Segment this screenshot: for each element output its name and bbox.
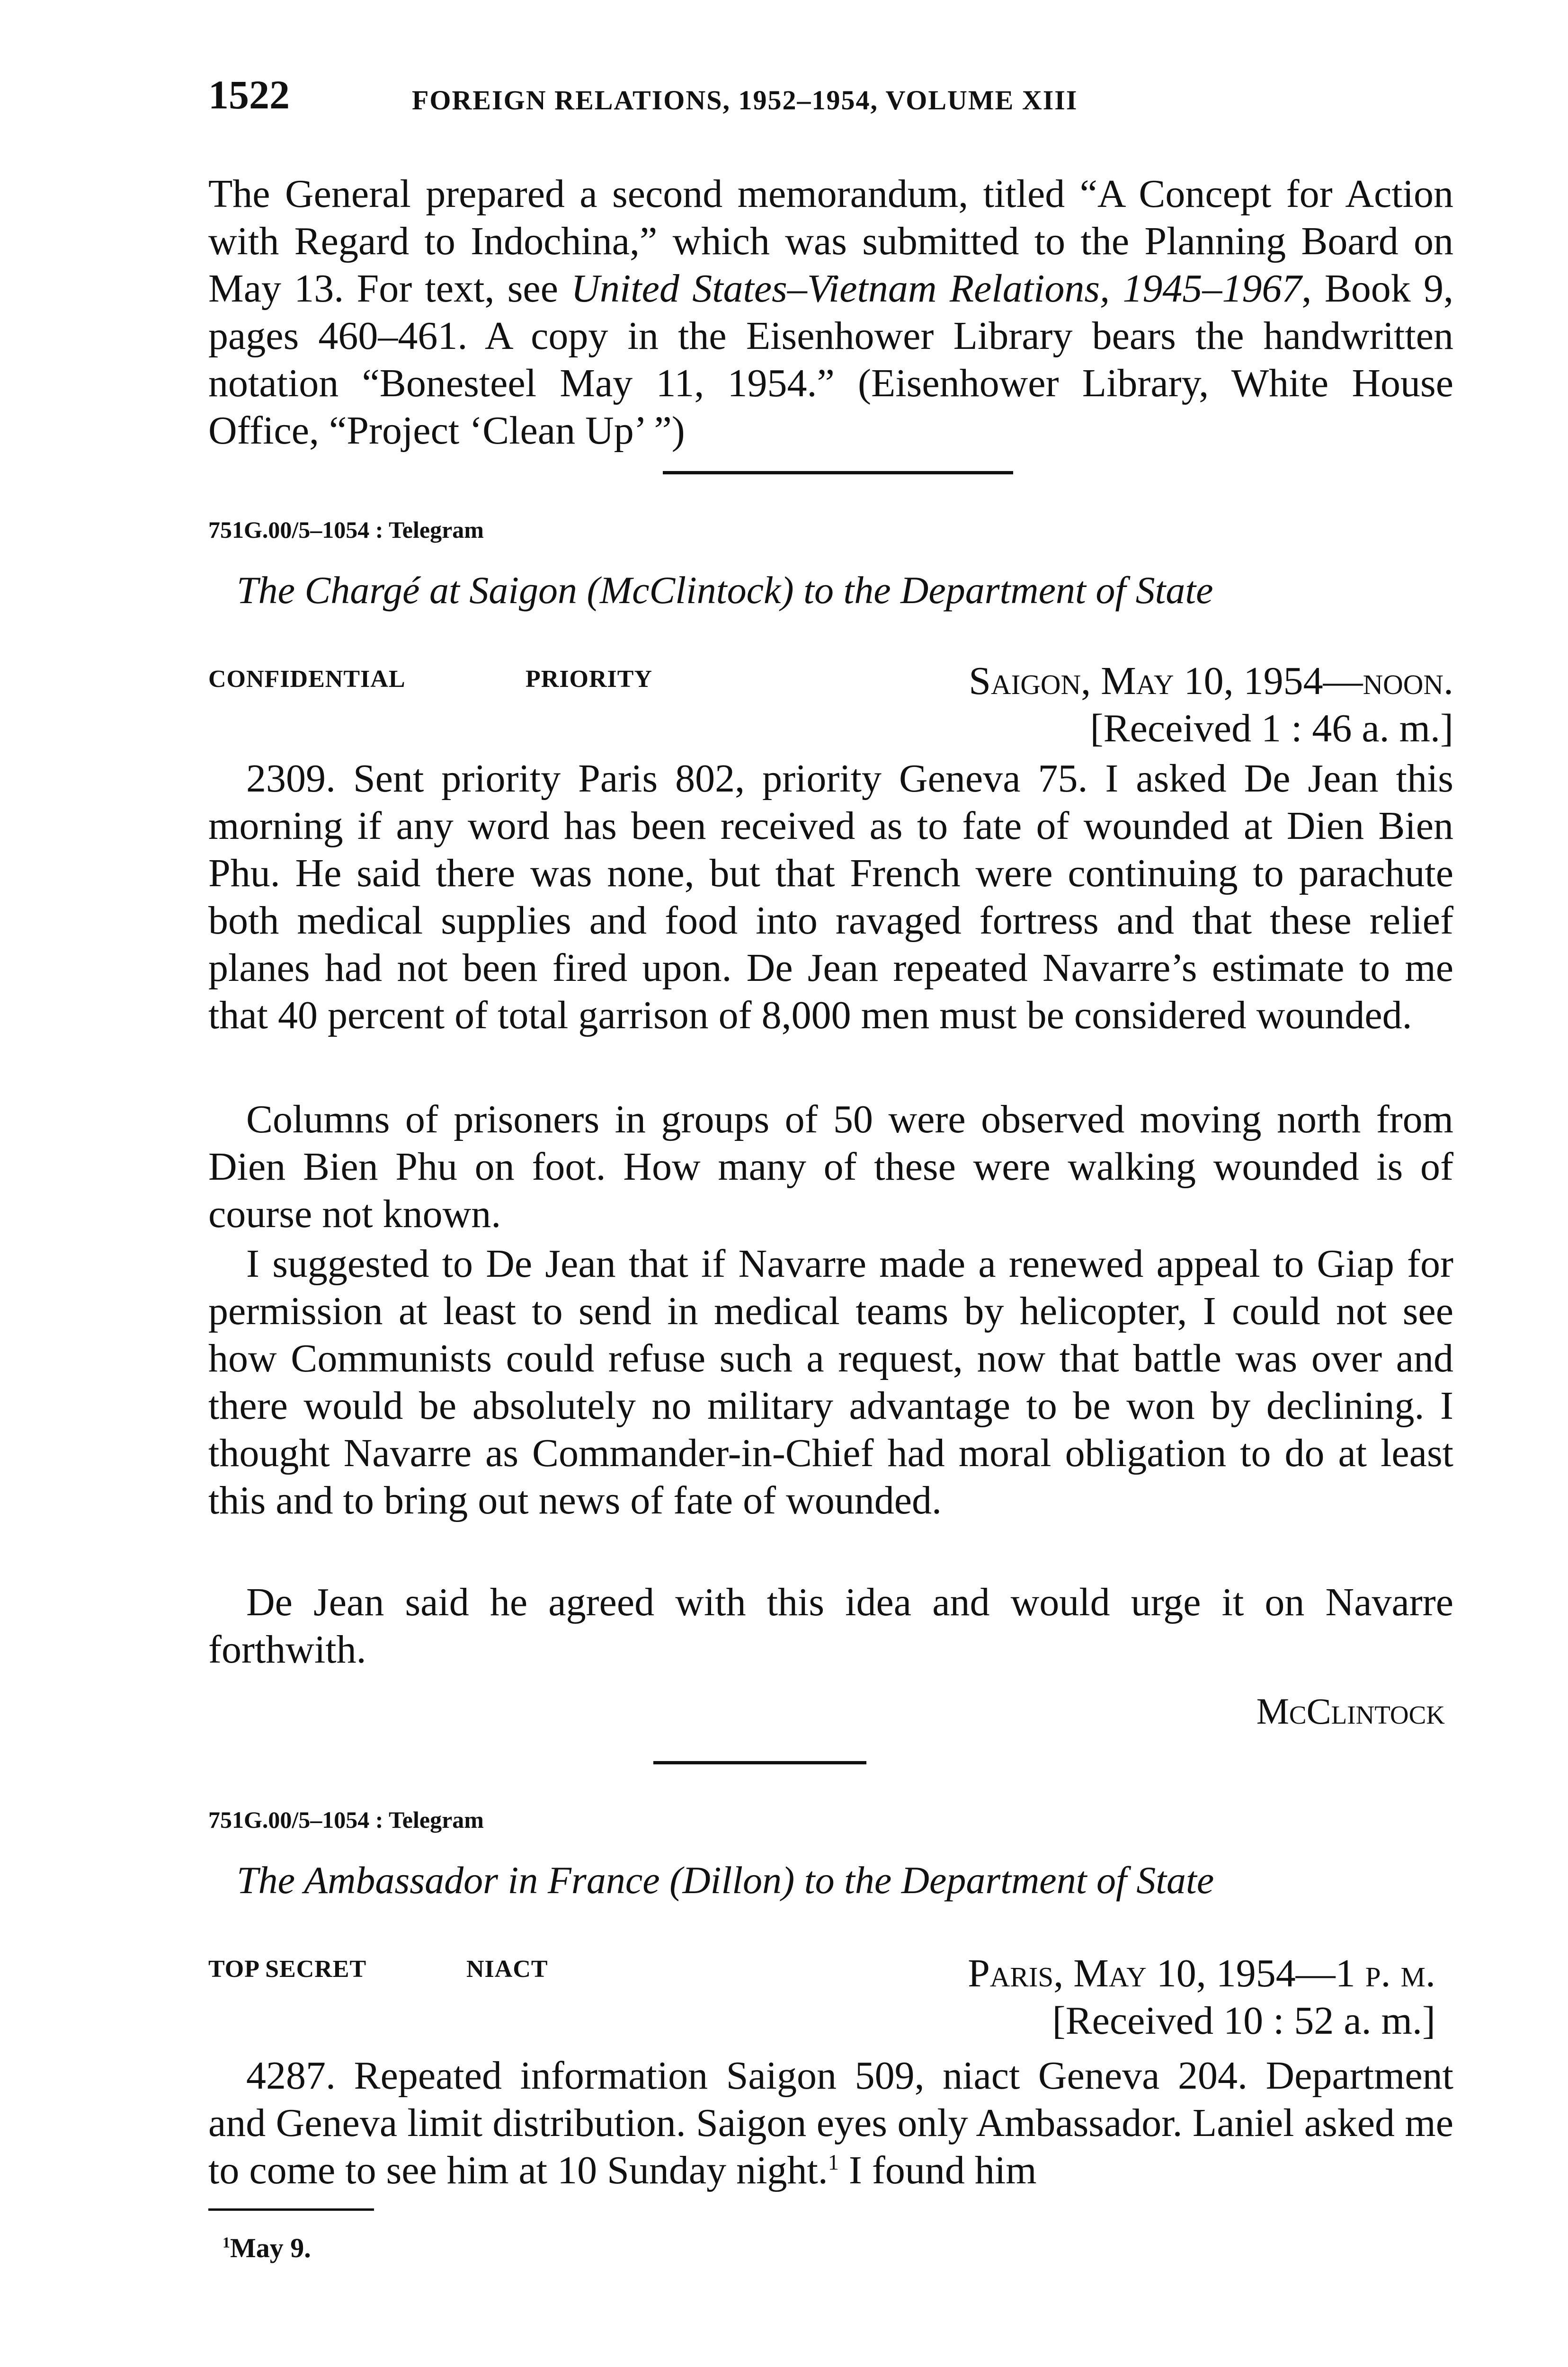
intro-paragraph xyxy=(208,170,1453,454)
footnote xyxy=(223,2232,311,2264)
doc1-precedence: PRIORITY xyxy=(526,666,653,693)
doc1-title: The Chargé at Saigon (McClintock) to the Department of State xyxy=(237,569,1213,612)
intro-text-1: The General prepared a second memorandum, titled “A Concept for Action with Regard to Indochina,” which was submitted to the Planning Board on May 13. For text, see xyxy=(208,172,1453,311)
section-divider xyxy=(663,471,1013,474)
doc1-received: [Received 1 : 46 a. m.] xyxy=(1090,706,1453,750)
footnote-text: May 9. xyxy=(230,2233,311,2263)
section-divider xyxy=(653,1761,866,1764)
doc2-dateline: Paris, May 10, 1954—1 p. m. xyxy=(968,1951,1435,1995)
doc2-received: [Received 10 : 52 a. m.] xyxy=(1052,1999,1435,2043)
doc1-paragraph-1: 2309. Sent priority Paris 802, priority Geneva 75. I asked De Jean this morning if any word has been received as to fate of wounded at Dien Bien Phu. He said there was none, but that French were continuing to parachute both medical supplies and food into ravaged fortress and that these relief planes had not been fired upon. De Jean repeated Navarre’s estimate to me that 40 percent of total garrison of 8,000 men must be considered wounded. xyxy=(208,756,1453,1037)
footnote-mark: 1 xyxy=(223,2234,230,2251)
doc2-classification: TOP SECRET xyxy=(208,1956,367,1983)
doc1-paragraph-3: I suggested to De Jean that if Navarre made a renewed appeal to Giap for permission at least to send in medical teams by helicopter, I could not see how Communists could refuse such a request, now that battle was over and there would be absolutely no military advantage to be won by declining. I thought Navarre as Commander-in-Chief had moral obligation to do at least this and to bring out news of fate of wounded. xyxy=(208,1242,1453,1522)
doc2-paragraph-1: 4287. Repeated information Saigon 509, niact Geneva 204. Department and Geneva limit distribution. Saigon eyes only Ambassador. Laniel asked me to come to see him at 10 Sunday night.$^1$ I found him xyxy=(208,2054,1453,2192)
doc2-title: The Ambassador in France (Dillon) to the Department of State xyxy=(237,1859,1214,1902)
doc1-signature: McClintock xyxy=(1256,1691,1445,1732)
doc1-classification: CONFIDENTIAL xyxy=(208,666,406,693)
intro-publication-title: United States–Vietnam Relations, 1945–1967 xyxy=(571,267,1302,311)
doc1-paragraph-2: Columns of prisoners in groups of 50 were observed moving north from Dien Bien Phu on foot. How many of these were walking wounded is of course not known. xyxy=(208,1097,1453,1236)
doc1-file-id: 751G.00/5–1054 : Telegram xyxy=(208,516,484,543)
page-number: 1522 xyxy=(208,72,290,117)
doc1-paragraph-4: De Jean said he agreed with this idea and would urge it on Navarre forthwith. xyxy=(208,1580,1453,1672)
footnote-reference: 1 xyxy=(828,2150,839,2174)
doc2-file-id: 751G.00/5–1054 : Telegram xyxy=(208,1806,484,1833)
doc1-dateline: Saigon, May 10, 1954—noon. xyxy=(969,659,1453,703)
series-title: FOREIGN RELATIONS, 1952–1954, VOLUME XIII xyxy=(412,85,1078,116)
doc2-precedence: NIACT xyxy=(466,1956,548,1983)
intro-text-2: , Book 9, pages 460–461. A copy in the Eisenhower Library bears the handwritten notation “Bonesteel May 11, 1954.” (Eisenhower Library, White House Office, “Project ‘Clean Up’ ”) xyxy=(208,267,1453,453)
running-head xyxy=(208,71,1458,133)
footnote-rule xyxy=(208,2208,374,2211)
